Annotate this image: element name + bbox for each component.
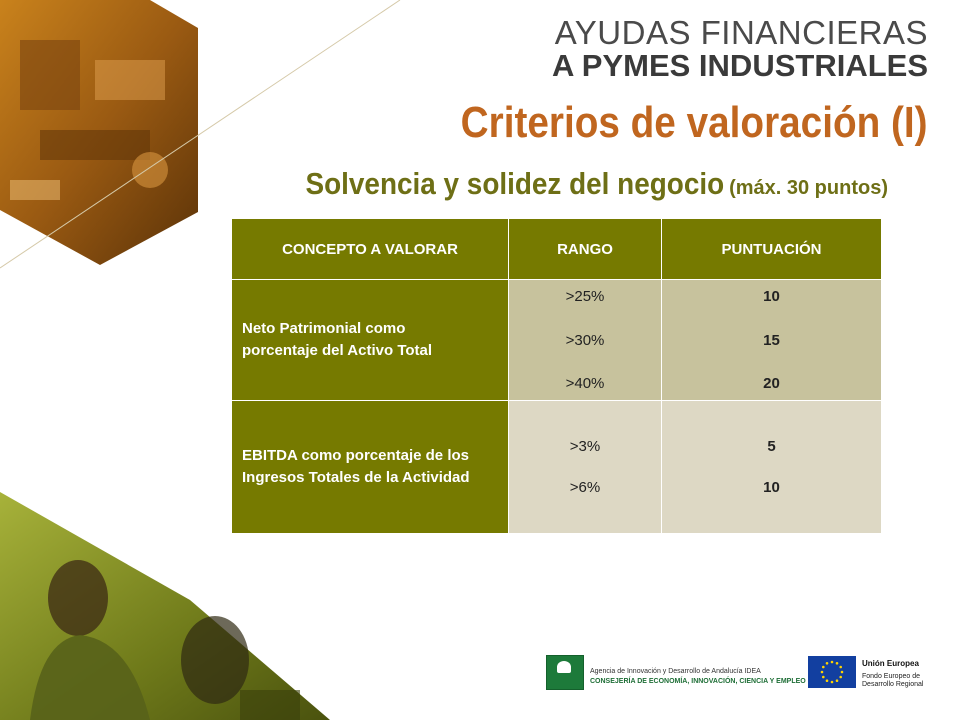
- eu-title: Unión Europea: [862, 659, 919, 668]
- ministry-name: CONSEJERÍA DE ECONOMÍA, INNOVACIÓN, CIENCIA Y EMPLEO: [590, 678, 806, 685]
- score-value: 5: [767, 438, 776, 455]
- criteria-table: [231, 218, 882, 534]
- page-title: Criterios de valoración (I): [461, 98, 928, 147]
- table-row: [232, 280, 882, 401]
- section-subtitle: [259, 166, 888, 202]
- program-title-line2: A PYMES INDUSTRIALES: [551, 48, 928, 83]
- column-header-concept: CONCEPTO A VALORAR: [232, 219, 509, 280]
- eu-fund-line1: Fondo Europeo de: [862, 673, 920, 680]
- eu-fund-line2: Desarrollo Regional: [862, 681, 924, 688]
- table-header-row: [232, 219, 882, 280]
- score-value: 10: [763, 479, 780, 496]
- score-cell: [662, 280, 882, 401]
- concept-text-line: Neto Patrimonial como: [242, 320, 406, 337]
- concept-text-line: porcentaje del Activo Total: [242, 342, 433, 359]
- range-value: >6%: [569, 479, 601, 496]
- score-value: 20: [763, 375, 780, 392]
- range-value: >3%: [569, 438, 601, 455]
- subtitle-note: (máx. 30 puntos): [729, 177, 888, 199]
- range-value: >30%: [565, 331, 605, 349]
- subtitle-main: Solvencia y solidez del negocio: [305, 166, 725, 201]
- eu-flag-icon: [808, 656, 856, 688]
- junta-seal-icon: [557, 661, 571, 673]
- column-header-range: RANGO: [509, 219, 662, 280]
- column-header-score: PUNTUACIÓN: [662, 219, 882, 280]
- program-title-line1: AYUDAS FINANCIERAS: [554, 14, 928, 51]
- score-value: 15: [763, 331, 780, 349]
- range-value: >25%: [565, 288, 605, 305]
- agency-name: Agencia de Innovación y Desarrollo de Andalucía IDEA: [590, 668, 761, 675]
- range-cell: [509, 401, 662, 534]
- concept-cell: [232, 401, 509, 534]
- table-row: [232, 401, 882, 534]
- score-cell: [662, 401, 882, 534]
- concept-text-line: Ingresos Totales de la Actividad: [242, 469, 470, 486]
- range-value: >40%: [565, 375, 605, 392]
- concept-text-line: EBITDA como porcentaje de los: [242, 447, 469, 464]
- score-value: 10: [763, 288, 780, 305]
- range-cell: [509, 280, 662, 401]
- concept-cell: [232, 280, 509, 401]
